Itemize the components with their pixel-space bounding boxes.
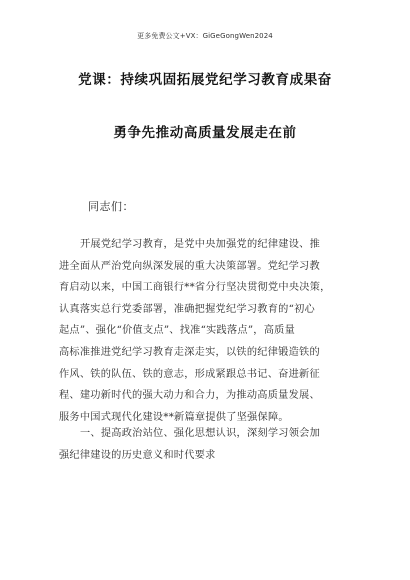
- paragraph-line: 育启动以来，中国工商银行**省分行坚决贯彻党中央决策，: [59, 282, 331, 294]
- paragraph-1: [59, 234, 355, 428]
- paragraph-line: 认真落实总行党委部署，准确把握党纪学习教育的“初心: [59, 303, 315, 315]
- section-heading-line: 一、提高政治站位、强化思想认识，深刻学习领会加: [80, 428, 321, 439]
- section-heading-1: [59, 423, 355, 466]
- paragraph-line: 进全面从严治党向纵深发展的重大决策部署。党纪学习教: [59, 260, 320, 272]
- paragraph-line: 作风、铁的队伍、铁的意志，形成紧跟总书记、奋进新征: [59, 368, 320, 380]
- paragraph-line: 起点”、强化“价值支点”、找准“实践落点”，高质量: [59, 325, 296, 337]
- section-heading-line: 强纪律建设的历史意义和时代要求: [59, 449, 216, 461]
- paragraph-line: 服务中国式现代化建设**新篇章提供了坚强保障。: [59, 411, 289, 423]
- salutation: 同志们：: [88, 200, 134, 213]
- paragraph-line: 高标准推进党纪学习教育走深走实，以铁的纪律锻造铁的: [59, 346, 320, 358]
- header-note: 更多免费公文+VX：GiGeGongWen2024: [137, 32, 273, 40]
- paragraph-line: 开展党纪学习教育，是党中央加强党的纪律建设、推: [80, 239, 321, 250]
- document-title-line-2: 勇争先推动高质量发展走在前: [113, 125, 297, 141]
- document-title-line-1: 党课：持续巩固拓展党纪学习教育成果奋: [78, 72, 332, 88]
- paragraph-line: 程、建功新时代的强大动力和合力，为推动高质量发展、: [59, 390, 320, 402]
